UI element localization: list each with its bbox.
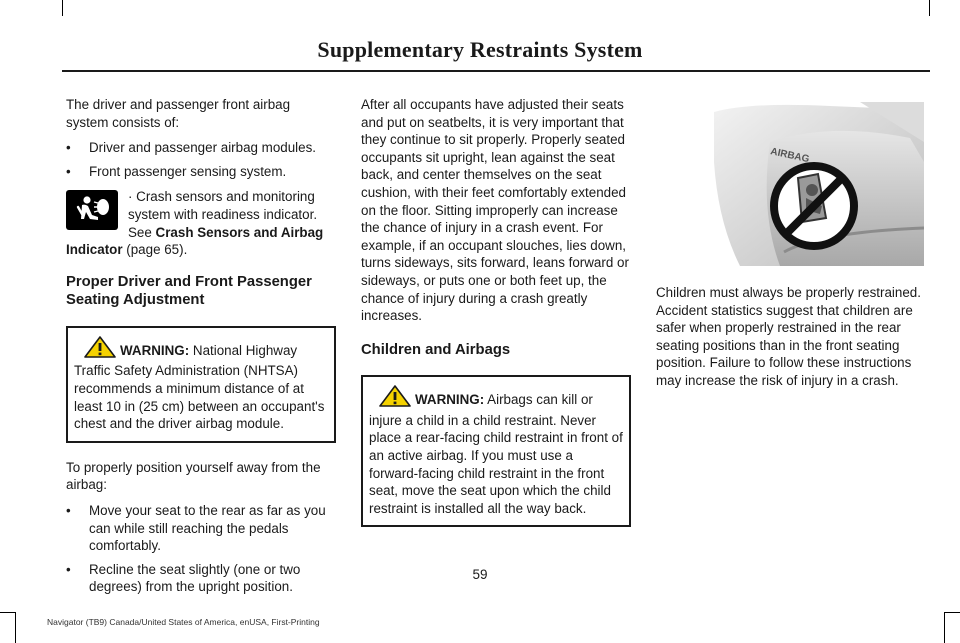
list-item: • Driver and passenger airbag modules. bbox=[66, 139, 336, 157]
list-item: • Move your seat to the rear as far as you can while still reaching the pedals comfortably. bbox=[66, 502, 336, 555]
warning-box bbox=[361, 375, 631, 527]
page-reference: (page 65). bbox=[122, 242, 188, 258]
warning-text: National Highway Traffic Safety Administration (NHTSA) recommends a minimum distance of at least 10 in (25 cm) between an occupant's chest and the driver airbag module. bbox=[74, 342, 325, 432]
position-intro: To properly position yourself away from the airbag: bbox=[66, 459, 321, 493]
list-item: • Recline the seat slightly (one or two degrees) from the upright position. bbox=[66, 561, 336, 596]
children-restraint-paragraph: Children must always be properly restrained. Accident statistics suggest that children are safer when properly restrained in the rear seating positions than in the front seating position. Failure to follow these instructions may increase the risk of injury in a crash. bbox=[656, 285, 921, 388]
column-2 bbox=[361, 96, 631, 543]
warning-box bbox=[66, 326, 336, 443]
warning-text: Airbags can kill or injure a child in a child restraint. Never place a rear-facing child restraint in front of an active airbag. If you must use a forward-facing child restraint in the front seat, move the seat upon which the child restraint is installed all the way back. bbox=[369, 392, 623, 516]
section-heading: Children and Airbags bbox=[361, 341, 511, 358]
airbag-system-intro: The driver and passenger front airbag system consists of: bbox=[66, 97, 291, 130]
airbag-indicator-icon bbox=[66, 190, 118, 230]
seating-paragraph: After all occupants have adjusted their seats and put on seatbelts, it is very important that they continue to sit properly. Properly seated occupants sit upright, lean against the seat back, and center themselves on the seat cushion, with their feet comfortably extended on the floor. Sitting improperly can increase the chance of injury in a crash event. For example, if an occupant slouches, lies down, turns sideways, sits forward, leans forward or sideways, or puts one or both feet up, the chance of injury during a crash greatly increases. bbox=[361, 97, 629, 324]
airbag-components-list bbox=[66, 139, 336, 180]
indicator-description: · Crash sensors and monitoring system with readiness indicator. See bbox=[128, 189, 318, 240]
crop-mark bbox=[944, 612, 960, 613]
edition-footer: Navigator (TB9) Canada/United States of America, enUSA, First-Printing bbox=[47, 617, 320, 627]
airbag-warning-illustration bbox=[710, 102, 924, 266]
list-item: • Front passenger sensing system. bbox=[66, 163, 336, 181]
warning-label: WARNING: bbox=[415, 392, 485, 408]
warning-label: WARNING: bbox=[120, 342, 190, 358]
section-heading: Proper Driver and Front Passenger Seating Adjustment bbox=[66, 273, 312, 309]
crash-sensors-link[interactable]: Crash Sensors and Airbag Indicator bbox=[66, 224, 324, 258]
page-number: 59 bbox=[472, 567, 488, 582]
crop-mark bbox=[0, 612, 16, 613]
page-title: Supplementary Restraints System bbox=[317, 37, 643, 62]
header-divider bbox=[62, 70, 930, 72]
airbag-label-text: AIRBAG bbox=[769, 146, 811, 166]
crop-mark bbox=[929, 0, 930, 16]
no-child-seat-icon bbox=[774, 166, 854, 246]
indicator-note bbox=[66, 188, 336, 258]
crop-mark bbox=[944, 613, 945, 643]
warning-triangle-icon bbox=[84, 336, 116, 363]
crop-mark bbox=[15, 613, 16, 643]
column-3 bbox=[656, 96, 926, 398]
crop-mark bbox=[62, 0, 63, 16]
column-1 bbox=[66, 96, 336, 604]
warning-triangle-icon bbox=[379, 385, 411, 412]
